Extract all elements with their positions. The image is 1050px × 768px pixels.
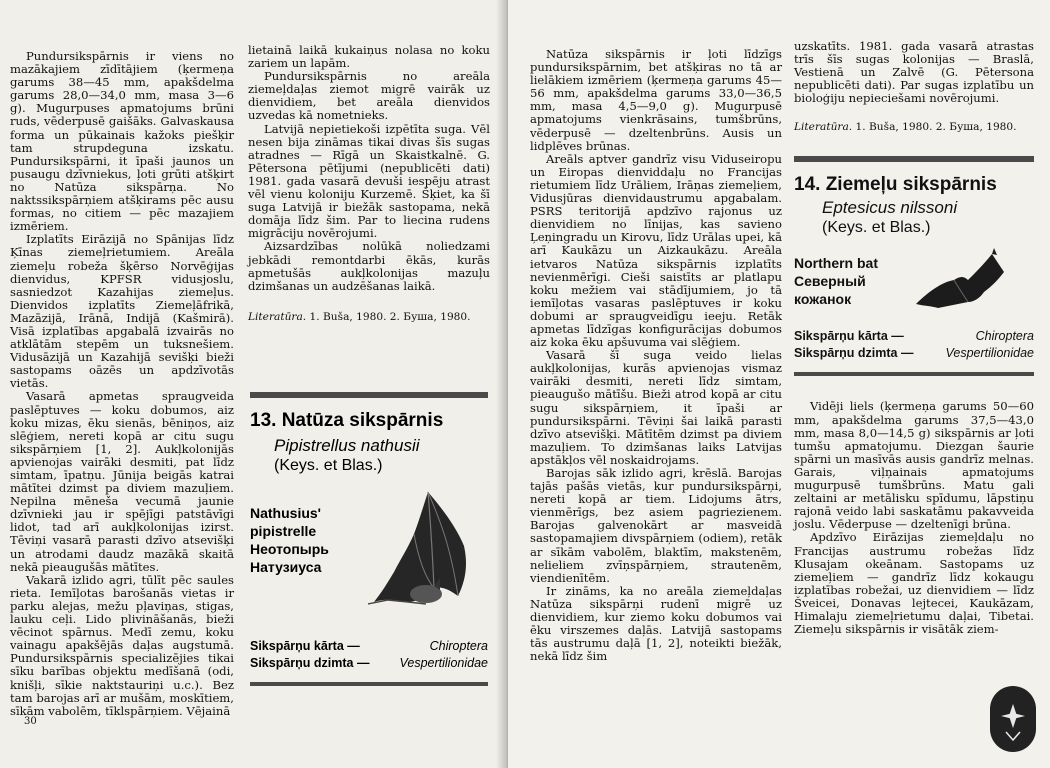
- bat-illustration-icon: [368, 486, 478, 614]
- paragraph: Pundursikspārnis no areāla ziemeļdaļas ziemot migrē vairāk uz dienvidiem, bet areāla dienvidos uzvedas kā nometnieks.: [248, 69, 490, 123]
- paragraph: Natūza sikspārnis ir ļoti līdzīgs pundursikspārnim, bet atšķiras no tā ar lielākiem izmēriem (ķermeņa garums 45—56 mm, apakšdelma garums 33,0—36,5 mm, masa 4,5—9,0 g). Mugurpusē apmatojums vienkrāsains, tumšbrūns, vēderpusē — dzeltenbrūns. Ausis un lidplēves brūnas.: [530, 47, 782, 153]
- common-name-ru: Неотопырь: [250, 541, 329, 557]
- paragraph: Ir zināms, ka no areāla ziemeļdaļas Natūza sikspārņi rudenī migrē uz dienvidiem, kur ziemo koku dobumos vai ēku virszemes daļās. Latvijā sastopams tās austrumu daļā [1, 2], noteikti biežāk, nekā līdz šim: [530, 583, 782, 664]
- species-common-names: [794, 254, 878, 308]
- species-illustration-row: [794, 246, 1034, 320]
- page-number: 30: [24, 716, 37, 727]
- family-label: Sikspārņu dzimta —: [250, 656, 370, 670]
- left-column-1: [10, 50, 234, 718]
- paragraph: Izplatīts Eirāzijā no Spānijas līdz Ķīnas ziemeļrietumiem. Areāla ziemeļu robeža šķērso Norvēģijas dienvidus, KPFSR vidusjoslu, sasniedzot Kazahijas ziemeļus. Dienvidos izplatīts Ziemeļāfrikā, Mazāzijā, Irānā, Indijā (Kašmirā). Visā izplatības apgabalā izvairās no atklātām stepēm un tuksnešiem. Vidusāzijā un Kazahijā sevišķi bieži sastopams oāzēs un apdzīvotās vietās.: [10, 232, 234, 391]
- paragraph: Latvijā nepietiekoši izpētīta suga. Vēl nesen bija zināmas tikai divas šīs sugas atradnes — Rīgā un Skaistkalnē. G. Pētersona pētījumi (nepublicēti dati) 1981. gada vasarā devuši iespēju atrast vēl vienu koloniju Kurzemē. Šķiet, ka šī suga Latvijā ir biežāk sastopama, nekā domāja līdz šim. Par to liecina rudens migrāciju novērojumi.: [248, 121, 490, 241]
- literature-label: Literatūra.: [248, 310, 307, 323]
- paragraph: uzskatīts. 1981. gada vasarā atrastas trīs šīs sugas kolonijas — Braslā, Vestienā un Zalvē (G. Pētersona nepublicēti dati). Par sugas izplatību un bioloģiju nepieciešami novērojumi.: [794, 39, 1034, 106]
- species-latin-name: Eptesicus nilssoni: [822, 198, 958, 218]
- taxonomy-family: [250, 655, 488, 672]
- paragraph: Vakarā izlido agri, tūlīt pēc saules rieta. Iemīļotas barošanās vietas ir parku alejas, mežu pļaviņas, stigas, lauku ceļi. Lido plivināšanās, bieži vēcinot spārnus. Medī zemu, koku vainagu apakšējās daļas augstumā. Pundursikspārnis specializējies tikai sīku barības objektu medīšanā (odi, knišļi, sīkie naktstauriņi u.c.). Bez tam barojas arī ar mušām, moskītiem, sīkām vabolēm, tīklspārņiem. Vējainā: [10, 572, 234, 718]
- literature-note: [794, 121, 1034, 134]
- paragraph: Vidēji liels (ķermeņa garums 50—60 mm, apakšdelma garums 37,5—43,0 mm, masa 8,0—14,5 g) sikspārnis ar ļoti tumšu apmatojumu. Diezgan šaurie spārni un masīvās ausis gandrīz melnas. Garais, viļņainais apmatojums mugurpusē tumšbrūns. Matu gali zeltaini ar metālisku spīdumu, lāpstiņu rajonā veido labi saskatāmu pakavveida joslu. Vēderpuse — dzeltenīgi brūna.: [794, 399, 1034, 532]
- paragraph: Vasarā apmetas spraugveida paslēptuves — koku dobumos, aiz koku mizas, ēku sienās, bēniņos, aiz slēģiem, nereti kopā ar citu sugu sikspārņiem [1, 2]. Aukļkolonijās apvienojas vairāki desmiti, pat līdz simtam, īpatņu. Jūnija beigās katrai mātītei dzimst pa diviem mazuļiem. Nepilna mēneša vecumā jaunie dzīvnieki jau ir spējīgi patstāvīgi lidot, tad arī aukļkolonijas izirst. Tēviņi vasarā parasti dzīvo atsevišķi un atrodami daudz mazākā skaitā nekā pieaugušās mātītes.: [10, 389, 234, 574]
- species-latin-name: Pipistrellus nathusii: [274, 436, 420, 455]
- common-name-en: pipistrelle: [250, 523, 317, 539]
- taxonomy-family: [794, 345, 1034, 362]
- taxonomy-order: [250, 638, 488, 655]
- literature-label: Literatūra.: [794, 121, 853, 134]
- family-value: Vespertilionidae: [945, 346, 1034, 361]
- species-illustration-row: [250, 486, 488, 634]
- common-name-ru: Натузиуса: [250, 559, 322, 575]
- paragraph: Pundursikspārnis ir viens no mazākajiem zīdītājiem (ķermeņa garums 38—45 mm, apakšdelma garums 28,0—34,0 mm, masa 3—6 g). Mugurpuses apmatojums brūni ruds, vēderpusē gaišāks. Galvaskausa forma un pūkainais kažoks piešķir tam strupdeguna izskatu. Pundursikspārni, it īpaši jaunos un pusaugu dzīvniekus, ļoti grūti atšķirt no Natūza sikspārņa. No naktssikspārņiem atšķirams pēc ausu formas, no citiem — pēc mazajiem izmēriem.: [10, 49, 234, 234]
- section-divider: [794, 156, 1034, 162]
- paragraph: Aizsardzības nolūkā noliedzami jebkādi remontdarbi ēkās, kurās apmetušās aukļkolonijas mazuļu dzimšanas un audzēšanas laikā.: [248, 239, 490, 293]
- left-page: [0, 0, 508, 768]
- bat-illustration-icon: [914, 246, 1006, 312]
- section-divider: [250, 682, 488, 686]
- common-name-ru: кожанок: [794, 291, 852, 308]
- paragraph: Barojas sāk izlido agri, krēslā. Barojas tajās pašās vietās, kur pundursikspārņi, nereti kopā ar tiem. Lidojums ātrs, vienmērīgs, bez asiem pagriezienem. Barojas galvenokārt ar masveidā sastopamajiem divspārņiem (odiem), retāk ar sīkām vabolēm, blaktīm, makstenēm, nelieliem zvīņspārņiem, strautenēm, viendienītēm.: [530, 466, 782, 585]
- common-name-en: Nathusius': [250, 505, 322, 521]
- common-name-ru: Северный: [794, 273, 866, 290]
- left-column-2: [248, 44, 490, 324]
- paragraph: Apdzīvo Eirāzijas ziemeļdaļu no Francijas austrumu robežas līdz Klusajam okeānam. Sastopams uz ziemeļiem — gandrīz līdz kokaugu izplatības robežai, uz dienvidiem — līdz Šveicei, Donavas lejtecei, Kaukāzam, Himalaju ziemeļrietumu daļai, Tibetai. Ziemeļu sikspārnis ir visātāk ziem-: [794, 530, 1034, 637]
- family-value: Vespertilionidae: [399, 656, 488, 670]
- order-label: Sikspārņu kārta —: [794, 329, 904, 344]
- species-author: (Keys. et Blas.): [274, 457, 383, 474]
- right-column-2: [794, 40, 1034, 636]
- order-value: Chiroptera: [429, 639, 488, 653]
- paragraph: Vasarā šī suga veido lielas aukļkolonijas, kurās apvienojas vismaz vairāki desmiti, nereti līdz simtam, pieaugušo mātīšu. Bieži atrod kopā ar citu sugu sikspārņiem, it īpaši ar pundursikspārni. Tēviņi šai laikā parasti dzīvo atsevišķi. Mātītēm dzimst pa diviem mazuļiem. To dzimšanas laiks Latvijas apstākļos vēl noskaidrojams.: [530, 348, 782, 467]
- species-title: 13. Natūza sikspārnis: [250, 410, 444, 431]
- family-label: Sikspārņu dzimta —: [794, 346, 914, 361]
- species-14-text: [794, 400, 1034, 636]
- order-value: Chiroptera: [975, 329, 1034, 344]
- species-author: (Keys. et Blas.): [822, 219, 931, 237]
- species-13-block: [250, 392, 488, 686]
- species-title: 14. Ziemeļu sikspārnis: [794, 174, 997, 196]
- literature-note: [248, 311, 490, 324]
- right-page: [508, 0, 1050, 768]
- species-common-names: [250, 504, 329, 576]
- section-divider: [250, 392, 488, 398]
- species-14-block: [794, 156, 1034, 376]
- paragraph: lietainā laikā kukaiņus nolasa no koku zariem un lapām.: [248, 43, 490, 71]
- taxonomy-order: [794, 328, 1034, 345]
- order-label: Sikspārņu kārta —: [250, 639, 360, 653]
- literature-refs: 1. Buša, 1980. 2. Буша, 1980.: [855, 121, 1017, 134]
- section-divider: [794, 372, 1034, 376]
- common-name-en: Northern bat: [794, 255, 878, 272]
- literature-refs: 1. Buša, 1980. 2. Буша, 1980.: [309, 310, 471, 323]
- watermark-logo-icon: [990, 686, 1036, 752]
- paragraph: Areāls aptver gandrīz visu Viduseiropu un Eiropas dienviddaļu no Francijas rietumiem līdz Urāliem, Irāņas ziemeļiem, Vidusjūras dienvidaustrumu apgabalam. PSRS teritorijā apdzīvo rajonus uz dienvidiem no līnijas, kas savieno Ļeņingradu un Kirovu, līdz Urālas upei, kā arī Kaukāzu un Aizkaukāzu. Areāla ietvaros Natūza sikspārnis izplatīts nevienmērīgi. Cieši saistīts ar platlapu koku mežiem vai stādījumiem, jo tā iemīļotas vasaras paslēptuves ir koku dobumi ar spraugveidīgu ieeju. Retāk apmetas līdzīgas konfigurācijas dobumos aiz koka ēku apšuvuma vai slēģiem.: [530, 151, 782, 350]
- right-column-1: [530, 48, 782, 663]
